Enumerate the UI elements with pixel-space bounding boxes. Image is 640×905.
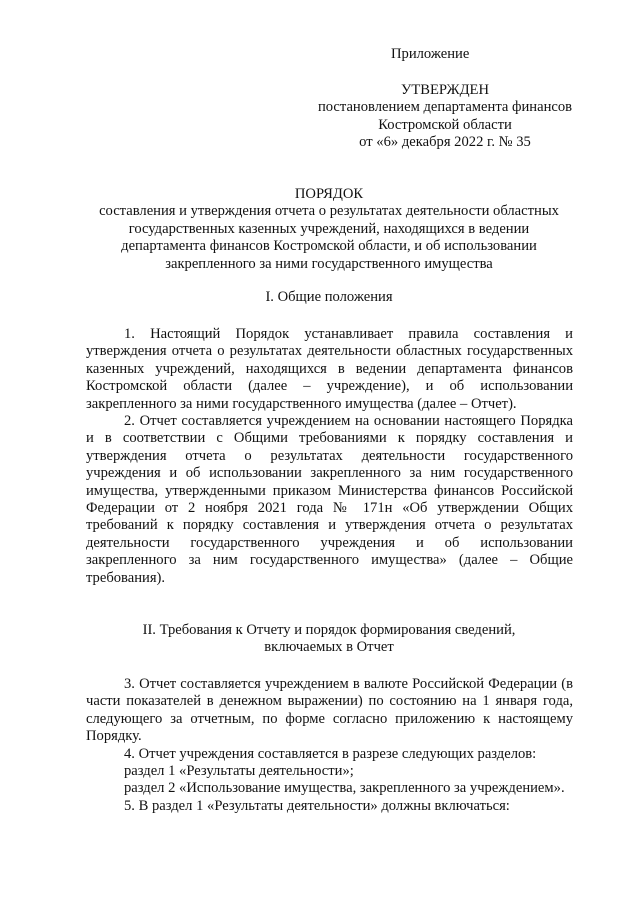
document-title — [80, 186, 578, 273]
approved-title: УТВЕРЖДЕН — [401, 82, 489, 98]
paragraph-4: 4. Отчет учреждения составляется в разрезе следующих разделов: — [124, 745, 537, 762]
section-item-2: раздел 2 «Использование имущества, закрепленного за учреждением». — [124, 780, 565, 797]
title-line: государственных казенных учреждений, находящихся в ведении — [128, 220, 530, 237]
paragraph-2: 2. Отчет составляется учреждением на основании настоящего Порядка и в соответствии с Общими требованиями к порядку составления и утверждения отчета о результатах деятельности государственного учреждения и об использовании закрепленного за ним государственного имущества, утвержденными приказом Министерства финансов Российской Федерации от 2 ноября 2021 года № 171н «Об утверждении Общих требований к порядку составления и утверждения отчета о результатах деятельности государственного учреждения и об использовании закрепленного за ним государственного имущества» (далее – Общие требования). — [86, 413, 573, 586]
section-heading-text: включаемых в Отчет — [264, 639, 394, 656]
section-item-1: раздел 1 «Результаты деятельности»; — [124, 763, 354, 780]
title-line: закрепленного за ними государственного имущества — [165, 255, 493, 272]
section-1-body — [86, 326, 573, 587]
approval-block — [300, 82, 590, 152]
title-line: департамента финансов Костромской области, и об использовании — [121, 238, 537, 255]
section-heading-text: II. Требования к Отчету и порядок формирования сведений, — [142, 622, 516, 638]
paragraph-3: 3. Отчет составляется учреждением в валюте Российской Федерации (в части показателей в денежном выражении) по состоянию на 1 января года, следующего за отчетным, по форме согласно приложению к настоящему Порядку. — [86, 676, 573, 745]
section-1-heading — [80, 289, 578, 306]
section-2-body — [86, 676, 573, 815]
paragraph-5: 5. В раздел 1 «Результаты деятельности» должны включаться: — [124, 797, 510, 814]
approved-line: Костромской области — [378, 116, 512, 133]
title-line: составления и утверждения отчета о результатах деятельности областных — [99, 203, 559, 220]
section-2-heading — [80, 622, 578, 657]
appendix-label: Приложение — [391, 46, 470, 62]
section-heading-text: I. Общие положения — [265, 289, 393, 305]
paragraph-1: 1. Настоящий Порядок устанавливает правила составления и утверждения отчета о результатах деятельности областных государственных казенных учреждений, находящихся в ведении департамента финансов Костромской области (далее – учреждение), и об использовании закрепленного за ними государственного имущества (далее – Отчет). — [86, 326, 573, 412]
approved-line: постановлением департамента финансов — [317, 99, 573, 116]
approved-line: от «6» декабря 2022 г. № 35 — [359, 134, 531, 151]
title-main: ПОРЯДОК — [294, 186, 364, 202]
